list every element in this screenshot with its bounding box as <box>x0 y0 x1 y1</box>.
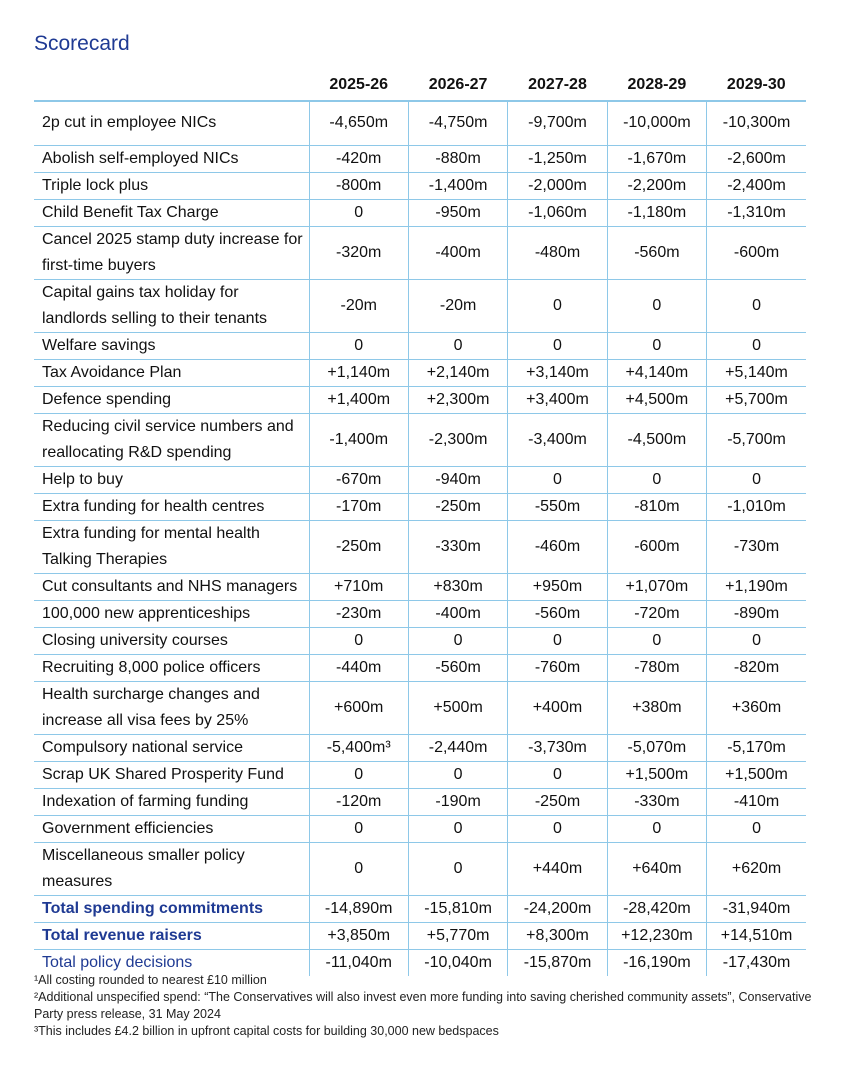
cell-value: -20m <box>408 279 507 332</box>
cell-value: +830m <box>408 573 507 600</box>
cell-value: -4,650m <box>309 101 408 145</box>
cell-value: -440m <box>309 654 408 681</box>
cell-value: +5,140m <box>707 359 806 386</box>
cell-value: +5,770m <box>408 922 507 949</box>
cell-value: 0 <box>309 842 408 895</box>
cell-value: -11,040m <box>309 949 408 976</box>
cell-value: -170m <box>309 493 408 520</box>
cell-value: -560m <box>607 226 706 279</box>
cell-value: 0 <box>607 332 706 359</box>
cell-value: -20m <box>309 279 408 332</box>
cell-value: 0 <box>707 332 806 359</box>
table-row <box>34 332 806 359</box>
cell-value: -190m <box>408 788 507 815</box>
scorecard-table <box>34 70 806 976</box>
cell-value: -780m <box>607 654 706 681</box>
cell-value: -1,010m <box>707 493 806 520</box>
cell-value: -400m <box>408 226 507 279</box>
table-row <box>34 101 806 145</box>
cell-value: -16,190m <box>607 949 706 976</box>
cell-value: 0 <box>707 466 806 493</box>
row-label: Total spending commitments <box>34 895 309 922</box>
cell-value: -250m <box>508 788 607 815</box>
cell-value: -5,170m <box>707 734 806 761</box>
table-row <box>34 199 806 226</box>
column-header: 2025-26 <box>329 76 389 93</box>
page-title: Scorecard <box>34 32 130 55</box>
cell-value: -560m <box>508 600 607 627</box>
cell-value: +1,070m <box>607 573 706 600</box>
cell-value: 0 <box>607 466 706 493</box>
cell-value: +1,400m <box>309 386 408 413</box>
row-label: Welfare savings <box>34 332 309 359</box>
cell-value: +380m <box>607 681 706 734</box>
cell-value: +2,300m <box>408 386 507 413</box>
cell-value: 0 <box>408 815 507 842</box>
cell-value: -230m <box>309 600 408 627</box>
cell-value: 0 <box>408 332 507 359</box>
cell-value: -10,040m <box>408 949 507 976</box>
table-row <box>34 145 806 172</box>
cell-value: 0 <box>309 815 408 842</box>
cell-value: -950m <box>408 199 507 226</box>
header-blank <box>34 70 309 101</box>
row-label: Extra funding for mental health Talking Therapies <box>34 520 309 573</box>
cell-value: -810m <box>607 493 706 520</box>
cell-value: 0 <box>508 279 607 332</box>
cell-value: 0 <box>309 627 408 654</box>
row-label: Total revenue raisers <box>34 922 309 949</box>
row-label: Government efficiencies <box>34 815 309 842</box>
table-row <box>34 493 806 520</box>
cell-value: +12,230m <box>607 922 706 949</box>
table-row <box>34 842 806 895</box>
cell-value: -480m <box>508 226 607 279</box>
footnote: ¹All costing rounded to nearest £10 million <box>34 973 267 987</box>
cell-value: -330m <box>607 788 706 815</box>
cell-value: 0 <box>508 332 607 359</box>
cell-value: -320m <box>309 226 408 279</box>
cell-value: -24,200m <box>508 895 607 922</box>
cell-value: -250m <box>408 493 507 520</box>
cell-value: -460m <box>508 520 607 573</box>
cell-value: -15,810m <box>408 895 507 922</box>
cell-value: 0 <box>508 761 607 788</box>
cell-value: -3,730m <box>508 734 607 761</box>
cell-value: -400m <box>408 600 507 627</box>
cell-value: -330m <box>408 520 507 573</box>
cell-value: -250m <box>309 520 408 573</box>
cell-value: +600m <box>309 681 408 734</box>
cell-value: -10,300m <box>707 101 806 145</box>
cell-value: -730m <box>707 520 806 573</box>
cell-value: -600m <box>707 226 806 279</box>
row-label: Triple lock plus <box>34 172 309 199</box>
cell-value: +1,500m <box>707 761 806 788</box>
row-label: Child Benefit Tax Charge <box>34 199 309 226</box>
cell-value: +8,300m <box>508 922 607 949</box>
cell-value: -5,070m <box>607 734 706 761</box>
column-header: 2029-30 <box>726 76 786 93</box>
cell-value: +3,850m <box>309 922 408 949</box>
cell-value: 0 <box>309 332 408 359</box>
cell-value: -10,000m <box>607 101 706 145</box>
cell-value: 0 <box>508 627 607 654</box>
cell-value: 0 <box>508 815 607 842</box>
cell-value: -15,870m <box>508 949 607 976</box>
cell-value: 0 <box>607 815 706 842</box>
table-row <box>34 922 806 949</box>
cell-value: -17,430m <box>707 949 806 976</box>
row-label: Help to buy <box>34 466 309 493</box>
table-row <box>34 172 806 199</box>
cell-value: +620m <box>707 842 806 895</box>
row-label: Defence spending <box>34 386 309 413</box>
cell-value: +4,500m <box>607 386 706 413</box>
cell-value: 0 <box>408 842 507 895</box>
cell-value: -1,310m <box>707 199 806 226</box>
table-row <box>34 413 806 466</box>
cell-value: +440m <box>508 842 607 895</box>
row-label: Miscellaneous smaller policy measures <box>34 842 309 895</box>
cell-value: 0 <box>607 627 706 654</box>
cell-value: 0 <box>309 761 408 788</box>
cell-value: -5,700m <box>707 413 806 466</box>
table-row <box>34 788 806 815</box>
cell-value: -720m <box>607 600 706 627</box>
cell-value: 0 <box>508 466 607 493</box>
cell-value: 0 <box>707 279 806 332</box>
cell-value: 0 <box>707 815 806 842</box>
cell-value: +400m <box>508 681 607 734</box>
cell-value: 0 <box>408 627 507 654</box>
row-label: Compulsory national service <box>34 734 309 761</box>
cell-value: -5,400m³ <box>309 734 408 761</box>
table-row <box>34 386 806 413</box>
cell-value: +1,140m <box>309 359 408 386</box>
cell-value: -9,700m <box>508 101 607 145</box>
table-row <box>34 815 806 842</box>
row-label: Scrap UK Shared Prosperity Fund <box>34 761 309 788</box>
cell-value: -760m <box>508 654 607 681</box>
row-label: Tax Avoidance Plan <box>34 359 309 386</box>
row-label: Recruiting 8,000 police officers <box>34 654 309 681</box>
cell-value: -28,420m <box>607 895 706 922</box>
table-row <box>34 681 806 734</box>
cell-value: 0 <box>707 627 806 654</box>
cell-value: +640m <box>607 842 706 895</box>
cell-value: 0 <box>607 279 706 332</box>
table-row <box>34 279 806 332</box>
cell-value: -2,300m <box>408 413 507 466</box>
row-label: Indexation of farming funding <box>34 788 309 815</box>
row-label: Total policy decisions <box>42 953 193 971</box>
table-row <box>34 761 806 788</box>
cell-value: -2,200m <box>607 172 706 199</box>
cell-value: -670m <box>309 466 408 493</box>
footnote: ³This includes £4.2 billion in upfront capital costs for building 30,000 new bedspaces <box>34 1024 499 1038</box>
cell-value: -4,750m <box>408 101 507 145</box>
cell-value: -890m <box>707 600 806 627</box>
cell-value: -940m <box>408 466 507 493</box>
cell-value: -31,940m <box>707 895 806 922</box>
cell-value: +1,190m <box>707 573 806 600</box>
row-label: Abolish self-employed NICs <box>34 145 309 172</box>
cell-value: -3,400m <box>508 413 607 466</box>
table-row <box>34 627 806 654</box>
cell-value: -1,400m <box>408 172 507 199</box>
cell-value: -550m <box>508 493 607 520</box>
cell-value: +360m <box>707 681 806 734</box>
cell-value: +950m <box>508 573 607 600</box>
cell-value: 0 <box>408 761 507 788</box>
table-row <box>34 573 806 600</box>
cell-value: -560m <box>408 654 507 681</box>
cell-value: -1,180m <box>607 199 706 226</box>
cell-value: 0 <box>309 199 408 226</box>
cell-value: -880m <box>408 145 507 172</box>
row-label: Health surcharge changes and increase all visa fees by 25% <box>34 681 309 734</box>
header-row <box>34 70 806 101</box>
row-label: Extra funding for health centres <box>34 493 309 520</box>
row-label: Reducing civil service numbers and reallocating R&D spending <box>34 413 309 466</box>
cell-value: -4,500m <box>607 413 706 466</box>
row-label: Capital gains tax holiday for landlords selling to their tenants <box>34 279 309 332</box>
cell-value: -410m <box>707 788 806 815</box>
cell-value: -2,400m <box>707 172 806 199</box>
row-label: 2p cut in employee NICs <box>34 101 309 145</box>
cell-value: -1,400m <box>309 413 408 466</box>
cell-value: +5,700m <box>707 386 806 413</box>
cell-value: +14,510m <box>707 922 806 949</box>
table-row <box>34 359 806 386</box>
cell-value: +2,140m <box>408 359 507 386</box>
column-header: 2027-28 <box>528 76 587 93</box>
column-header: 2028-29 <box>627 76 687 93</box>
cell-value: -1,060m <box>508 199 607 226</box>
row-label: Closing university courses <box>34 627 309 654</box>
cell-value: +3,400m <box>508 386 607 413</box>
cell-value: +4,140m <box>607 359 706 386</box>
cell-value: -14,890m <box>309 895 408 922</box>
cell-value: -2,000m <box>508 172 607 199</box>
cell-value: -120m <box>309 788 408 815</box>
cell-value: +3,140m <box>508 359 607 386</box>
cell-value: -1,670m <box>607 145 706 172</box>
table-row <box>34 226 806 279</box>
cell-value: -2,600m <box>707 145 806 172</box>
cell-value: -420m <box>309 145 408 172</box>
cell-value: +500m <box>408 681 507 734</box>
row-label: Cut consultants and NHS managers <box>34 573 309 600</box>
cell-value: -1,250m <box>508 145 607 172</box>
footnote: ²Additional unspecified spend: “The Conservatives will also invest even more funding into saving cherished community assets”, Conservative Party press release, 31 May 2024 <box>34 990 812 1021</box>
cell-value: -820m <box>707 654 806 681</box>
table-row <box>34 600 806 627</box>
table-row <box>34 734 806 761</box>
table-row <box>34 895 806 922</box>
table-row <box>34 466 806 493</box>
cell-value: -800m <box>309 172 408 199</box>
cell-value: -2,440m <box>408 734 507 761</box>
cell-value: +710m <box>309 573 408 600</box>
footnotes <box>34 972 814 1040</box>
cell-value: +1,500m <box>607 761 706 788</box>
cell-value: -600m <box>607 520 706 573</box>
row-label: 100,000 new apprenticeships <box>34 600 309 627</box>
table-row <box>34 520 806 573</box>
table-row <box>34 654 806 681</box>
column-header: 2026-27 <box>428 76 488 93</box>
row-label: Cancel 2025 stamp duty increase for first-time buyers <box>34 226 309 279</box>
